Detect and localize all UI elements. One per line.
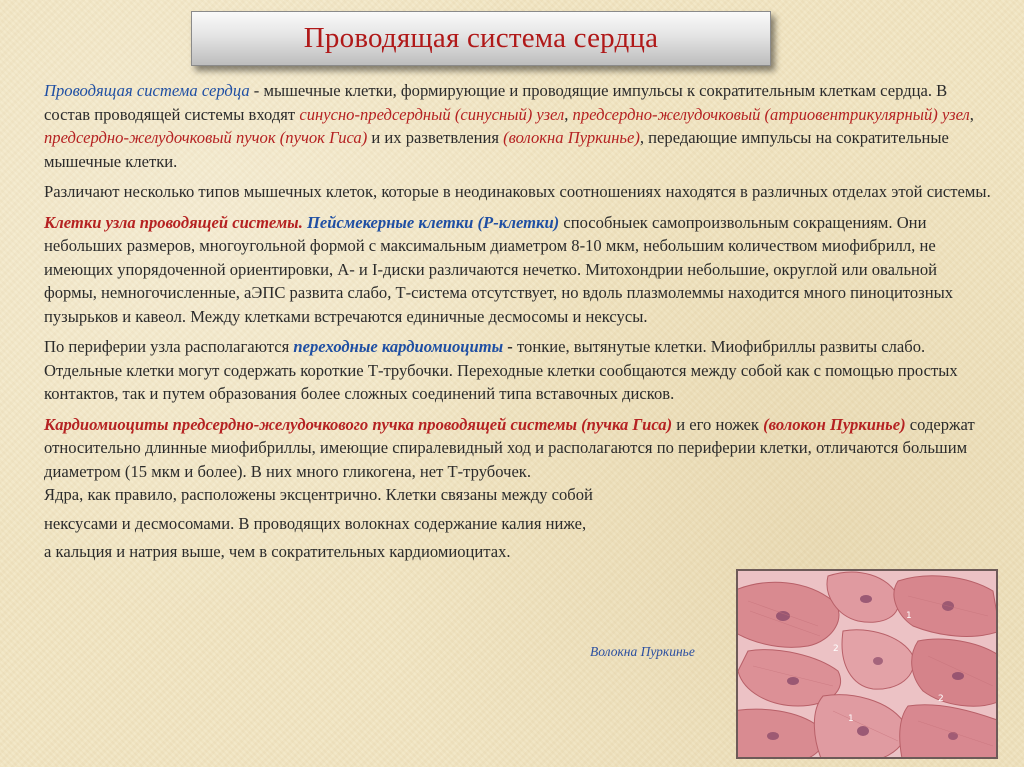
term-transitional-cardiomyocytes: переходные кардиомиоциты (293, 337, 504, 356)
text-line: а кальция и натрия выше, чем в сократительных кардиомиоцитах. (44, 542, 511, 561)
text: и его ножек (672, 414, 764, 434)
text-line: нексусами и десмосомами. В проводящих волокнах содержание калия ниже, (44, 513, 587, 533)
text: способныек самопроизвольным сокращениям. Они небольших размеров, многоугольной формой с максимальным диаметром 8-10 мкм, небольшим количеством миофибрилл, не имеющих упорядоченной ориентировки, А- и I-диски различаются нечетко. Митохондрии небольшие, округлой или овальной формы, немногочисленные, аЭПС развита слабо, Т-система отсутствует, но вдоль плазмолеммы находится много пиноцитозных пузырьков и кавеол. Между клетками встречаются единичные десмосомы и нексусы. (44, 212, 954, 326)
paragraph-cell-types: Различают несколько типов мышечных клеток, которые в неодинаковых соотношениях находятся в различных отделах этой системы. (44, 182, 991, 201)
micrograph-image (738, 571, 996, 757)
micrograph-label: 2 (938, 694, 944, 704)
slide-title: Проводящая система сердца (303, 22, 659, 54)
purkinje-micrograph (736, 569, 998, 759)
heading-purkinje-fibers: (волокон Пуркинье) (763, 414, 906, 434)
slide-content (44, 79, 994, 569)
text: тонкие, вытянутые клетки. Миофибриллы развиты слабо. Отдельные клетки могут содержать короткие Т-трубочки. Переходные клетки сообщаются между собой как с помощью простых контактов, так и путем образования более сложных соединений типа вставочных дисков. (44, 337, 958, 403)
paragraph-transitional (44, 335, 994, 406)
heading-his-cardiomyocytes: Кардиомиоциты предсердно-желудочкового пучка проводящей системы (пучка Гиса) (44, 414, 673, 434)
term-av-node: предсердно-желудочковый (атриовентрикулярный) узел (572, 104, 970, 124)
figure-caption: Волокна Пуркинье (590, 644, 695, 659)
term-purkinje: (волокна Пуркинье) (503, 128, 640, 147)
paragraph-node-cells (44, 211, 994, 329)
text: , (564, 104, 573, 124)
micrograph-label: 2 (833, 644, 839, 654)
term-conduction-system: Проводящая система сердца (44, 81, 250, 100)
text: , (969, 104, 974, 124)
text: , передающие импульсы на сократительные мышечные клетки. (44, 128, 949, 171)
slide-title-box (191, 11, 771, 66)
text: и их разветвления (367, 128, 504, 147)
term-his-bundle: предсердно-желудочковый пучок (пучок Гиса) (44, 128, 368, 147)
heading-pacemaker-cells: Пейсмекерные клетки (Р-клетки) (307, 212, 560, 232)
micrograph-label: 1 (848, 714, 854, 724)
dash: - (503, 337, 513, 356)
micrograph-label: 1 (906, 611, 912, 621)
term-sa-node: синусно-предсердный (синусный) узел (299, 104, 565, 124)
heading-node-cells: Клетки узла проводящей системы. (44, 212, 303, 232)
paragraph-his-bundle (44, 413, 994, 484)
text-line: Ядра, как правило, расположены эксцентрично. Клетки связаны между собой (44, 485, 593, 504)
text: содержат относительно длинные миофибриллы, имеющие спиралевидный ход и располагаются по периферии клетки, отличаются большим диаметром (15 мкм и более). В них много гликогена, нет Т-трубочек. (44, 414, 975, 481)
paragraph-tail (44, 483, 734, 564)
text: - мышечные клетки, формирующие и проводящие импульсы к сократительным клеткам сердца. В состав проводящей системы входят (44, 81, 948, 124)
paragraph-definition (44, 79, 994, 173)
text: По периферии узла располагаются (44, 337, 294, 356)
